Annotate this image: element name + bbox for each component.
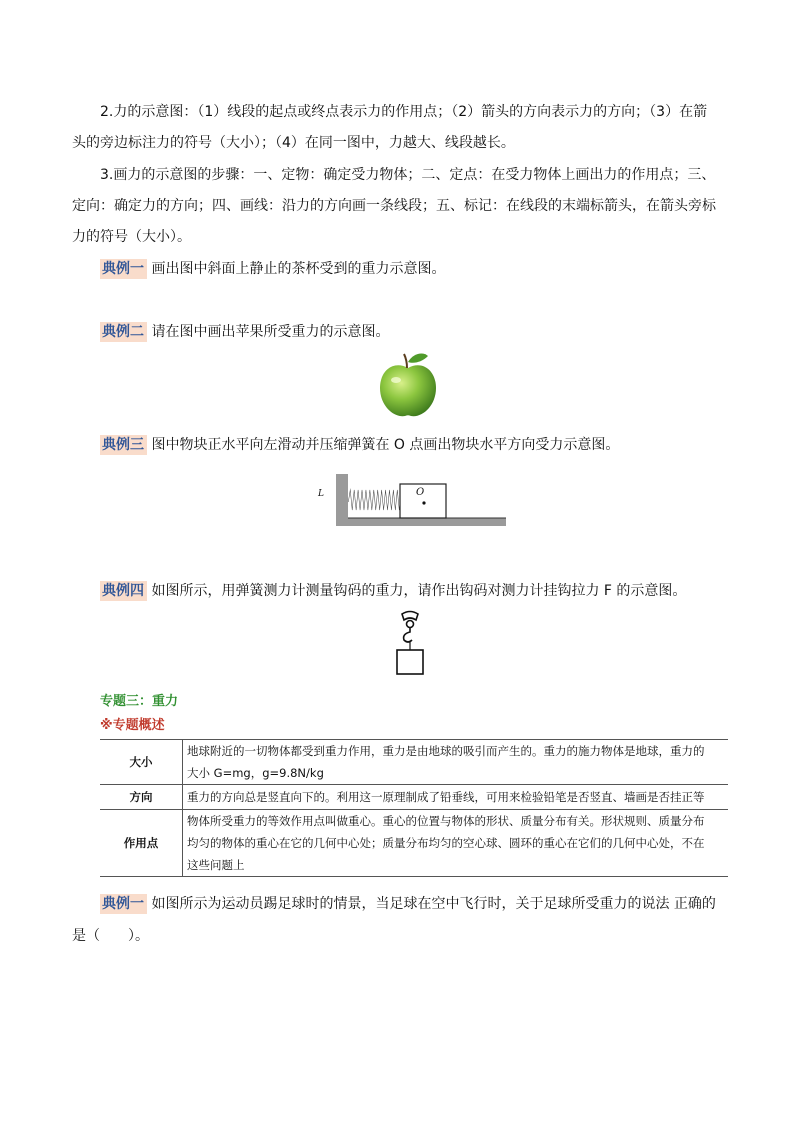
table-row-value: [183, 740, 729, 785]
table-row-header: 作用点: [100, 810, 183, 877]
table-row: [100, 810, 728, 877]
example5-text: 如图所示为运动员踢足球时的情景，当足球在空中飞行时，关于足球所受重力的说法 正确的: [151, 896, 716, 912]
table-row-value: [183, 810, 729, 877]
example4: [100, 580, 686, 600]
hook-weight-figure: [392, 610, 428, 678]
table-row-header: 大小: [100, 740, 183, 785]
spring-block-figure: [314, 470, 510, 530]
table-row-value-line: 这些问题上: [187, 858, 245, 872]
table-row-value-line: 大小 G=mg，g=9.8N/kg: [187, 766, 324, 780]
topic3-overview: ※专题概述: [100, 718, 165, 733]
table-row-value: [183, 785, 729, 810]
table-row-value-line: 重力的方向总是竖直向下的。利用这一原理制成了铅垂线，可用来检验铅笔是否竖直、墙画是否挂正等: [187, 790, 705, 804]
example3: [100, 434, 619, 454]
topic3-title: 专题三：重力: [100, 694, 179, 709]
example3-tag: 典例三: [100, 435, 147, 455]
table-row-value-line: 均匀的物体的重心在它的几何中心处；质量分布均匀的空心球、圆环的重心在它们的几何中心处，不在: [187, 836, 705, 850]
gravity-table: [100, 739, 728, 877]
para3-line3: 力的符号（大小）。: [72, 229, 191, 245]
example2-tag: 典例二: [100, 322, 147, 342]
example1-text: 画出图中斜面上静止的茶杯受到的重力示意图。: [151, 261, 446, 277]
example4-tag: 典例四: [100, 581, 147, 601]
para2-line1: 2.力的示意图：（1）线段的起点或终点表示力的作用点；（2）箭头的方向表示力的方向；（3）在箭: [100, 104, 708, 120]
point-o-label: O: [416, 487, 425, 498]
example2-text: 请在图中画出苹果所受重力的示意图。: [151, 324, 390, 340]
para3-line1: 3.画力的示意图的步骤：一、定物：确定受力物体；二、定点：在受力物体上画出力的作用点；三、: [100, 167, 716, 183]
example2: [100, 321, 389, 341]
table-row: [100, 785, 728, 810]
example3-text: 图中物块正水平向左滑动并压缩弹簧在 O 点画出物块水平方向受力示意图。: [151, 437, 620, 453]
para2-line2: 头的旁边标注力的符号（大小）；（4）在同一图中，力越大、线段越长。: [72, 135, 515, 151]
example4-text: 如图所示，用弹簧测力计测量钩码的重力，请作出钩码对测力计挂钩拉力 F 的示意图。: [151, 583, 687, 599]
wall-label: L: [318, 489, 324, 499]
example1-tag: 典例一: [100, 259, 147, 279]
example5-line1: [100, 893, 716, 913]
table-row: [100, 740, 728, 785]
example5-tag: 典例一: [100, 894, 147, 914]
example1: [100, 258, 445, 278]
table-row-value-line: 地球附近的一切物体都受到重力作用，重力是由地球的吸引而产生的。重力的施力物体是地球，重力的: [187, 744, 705, 758]
example5-line2: 是（ ）。: [72, 928, 149, 944]
apple-image: [372, 348, 444, 420]
table-row-header: 方向: [100, 785, 183, 810]
para3-line2: 定向：确定力的方向；四、画线：沿力的方向画一条线段；五、标记：在线段的末端标箭头，在箭头旁标: [72, 198, 716, 214]
table-row-value-line: 物体所受重力的等效作用点叫做重心。重心的位置与物体的形状、质量分布有关。形状规则、质量分布: [187, 814, 705, 828]
